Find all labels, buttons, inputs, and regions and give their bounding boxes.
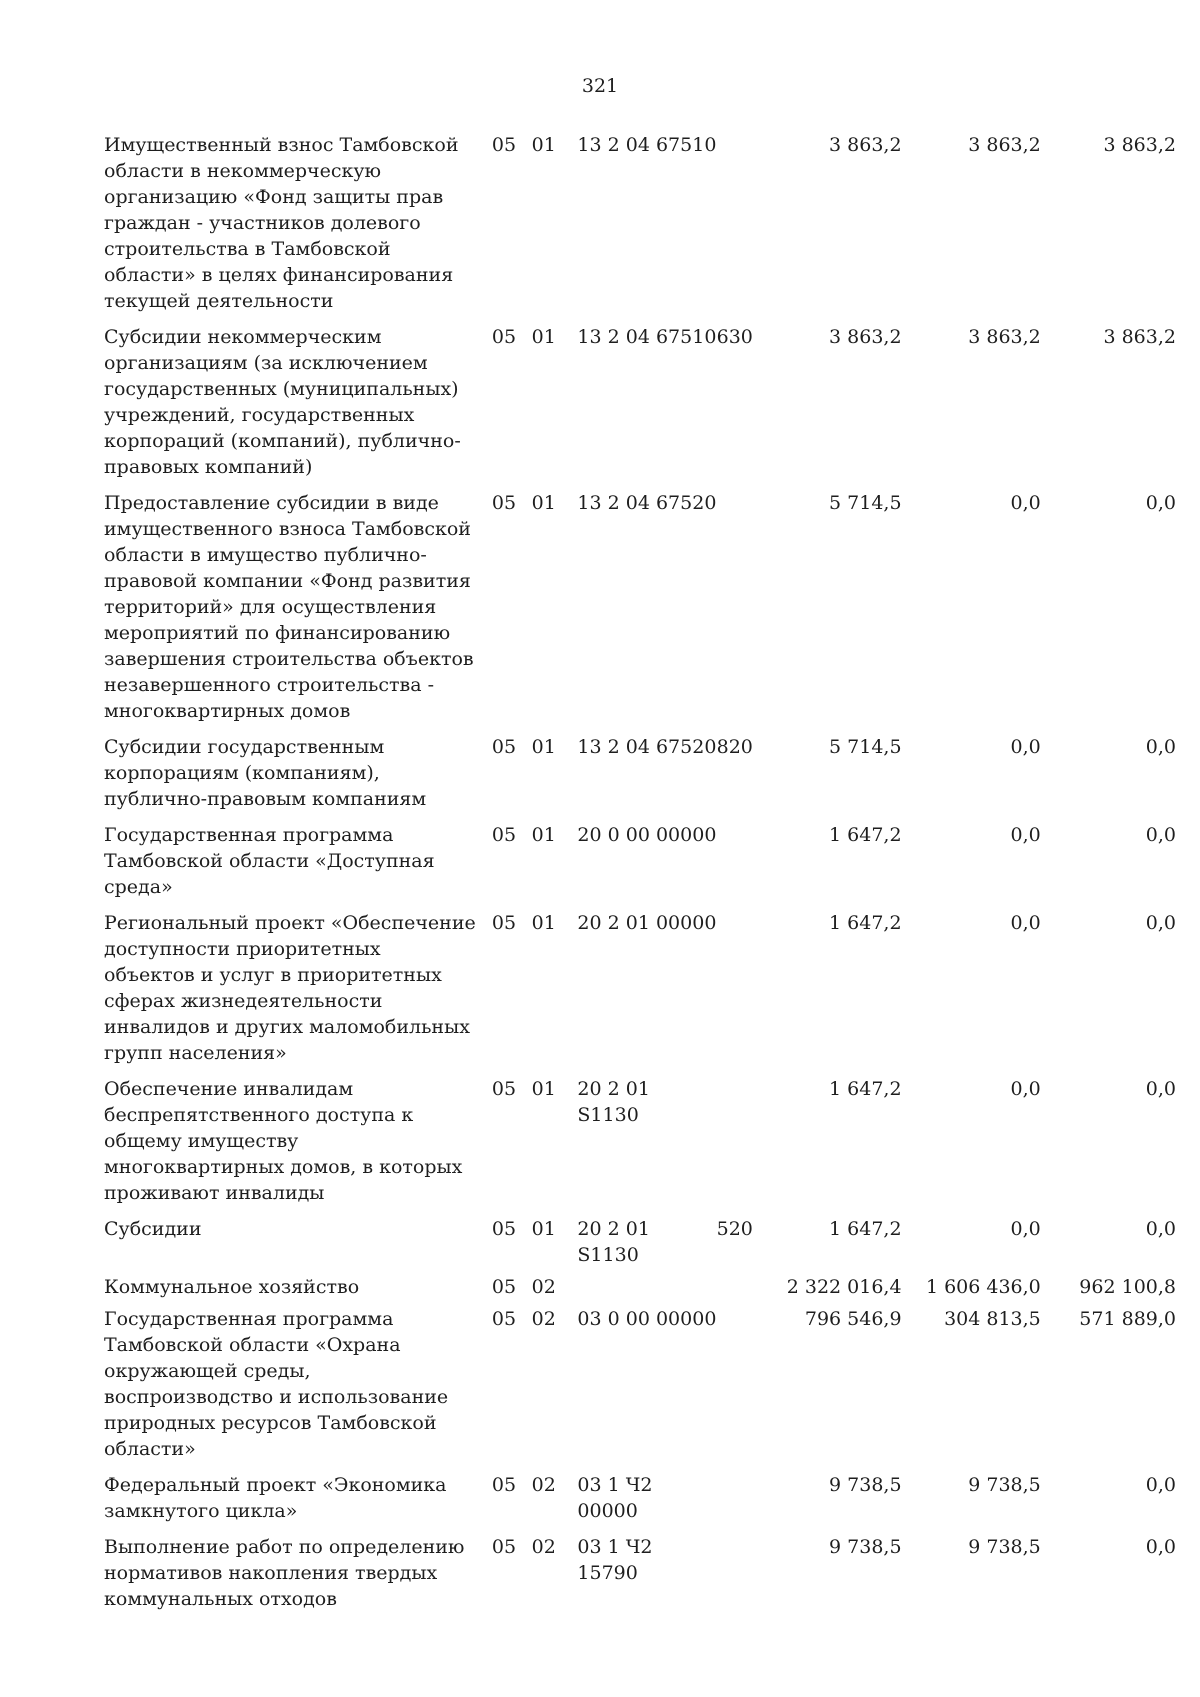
row-section-code: 05 xyxy=(491,1078,517,1100)
row-amount-year1: 9 738,5 xyxy=(829,1474,902,1496)
row-target-article-code: 03 0 00 00000 xyxy=(577,1308,717,1330)
row-subsection-code: 01 xyxy=(531,134,556,156)
row-amount-year2: 0,0 xyxy=(1010,824,1041,846)
row-amount-year1: 1 647,2 xyxy=(829,1218,902,1240)
row-section-code: 05 xyxy=(491,1474,517,1496)
row-target-article-code: 20 2 01 S1130 xyxy=(577,1078,650,1126)
row-section-code: 05 xyxy=(491,1536,517,1558)
row-subsection-code: 02 xyxy=(531,1536,556,1558)
row-amount-year2: 0,0 xyxy=(1010,912,1041,934)
row-subsection-code: 01 xyxy=(531,1078,556,1100)
row-amount-year3: 3 863,2 xyxy=(1103,326,1176,348)
row-amount-year1: 3 863,2 xyxy=(829,134,902,156)
row-subsection-code: 01 xyxy=(531,736,556,758)
table-row xyxy=(104,822,1176,900)
row-amount-year2: 1 606 436,0 xyxy=(925,1276,1041,1298)
row-amount-year1: 1 647,2 xyxy=(829,912,902,934)
row-target-article-code: 20 0 00 00000 xyxy=(577,824,717,846)
row-name: Предоставление субсидии в виде имущественного взноса Тамбовской области в имущество публично-правовой компании «Фонд развития территорий» для осуществления мероприятий по финансированию завершения строительства объектов незавершенного строительства - многоквартирных домов xyxy=(104,492,474,722)
row-section-code: 05 xyxy=(491,1308,517,1330)
table-row xyxy=(104,132,1176,314)
row-amount-year2: 3 863,2 xyxy=(968,134,1041,156)
row-amount-year1: 1 647,2 xyxy=(829,824,902,846)
table-row xyxy=(104,1306,1176,1462)
row-amount-year2: 0,0 xyxy=(1010,1078,1041,1100)
row-section-code: 05 xyxy=(491,1218,517,1240)
budget-table xyxy=(104,132,1176,1622)
row-name: Государственная программа Тамбовской области «Охрана окружающей среды, воспроизводство и использование природных ресурсов Тамбовской области» xyxy=(104,1308,449,1460)
row-amount-year2: 9 738,5 xyxy=(968,1536,1041,1558)
row-name: Региональный проект «Обеспечение доступности приоритетных объектов и услуг в приоритетных сферах жизнедеятельности инвалидов и других маломобильных групп населения» xyxy=(104,912,476,1064)
row-amount-year2: 304 813,5 xyxy=(944,1308,1041,1330)
row-name: Субсидии xyxy=(104,1218,202,1240)
row-amount-year2: 0,0 xyxy=(1010,736,1041,758)
row-target-article-code: 13 2 04 67520 xyxy=(577,492,717,514)
row-target-article-code: 03 1 Ч2 15790 xyxy=(577,1536,653,1584)
table-row xyxy=(104,1076,1176,1206)
row-amount-year1: 796 546,9 xyxy=(804,1308,902,1330)
row-subsection-code: 02 xyxy=(531,1276,556,1298)
row-subsection-code: 01 xyxy=(531,824,556,846)
row-amount-year1: 9 738,5 xyxy=(829,1536,902,1558)
row-section-code: 05 xyxy=(491,1276,517,1298)
row-subsection-code: 01 xyxy=(531,326,556,348)
row-amount-year2: 3 863,2 xyxy=(968,326,1041,348)
row-expense-type-code: 520 xyxy=(716,1218,753,1240)
row-name: Государственная программа Тамбовской области «Доступная среда» xyxy=(104,824,435,898)
row-subsection-code: 02 xyxy=(531,1474,556,1496)
row-section-code: 05 xyxy=(491,912,517,934)
row-name: Субсидии некоммерческим организациям (за исключением государственных (муниципальных) учреждений, государственных корпораций (компаний), публично-правовых компаний) xyxy=(104,326,461,478)
row-amount-year1: 2 322 016,4 xyxy=(786,1276,902,1298)
row-amount-year1: 5 714,5 xyxy=(829,492,902,514)
table-row xyxy=(104,324,1176,480)
row-target-article-code: 13 2 04 67520 xyxy=(577,736,717,758)
row-expense-type-code: 630 xyxy=(716,326,753,348)
table-row xyxy=(104,1472,1176,1524)
row-subsection-code: 01 xyxy=(531,912,556,934)
row-name: Имущественный взнос Тамбовской области в некоммерческую организацию «Фонд защиты прав граждан - участников долевого строительства в Тамбовской области» в целях финансирования текущей деятельности xyxy=(104,134,459,312)
table-row xyxy=(104,1274,1176,1300)
row-amount-year3: 0,0 xyxy=(1145,736,1176,758)
table-row xyxy=(104,1216,1176,1268)
row-amount-year2: 0,0 xyxy=(1010,492,1041,514)
row-amount-year3: 571 889,0 xyxy=(1079,1308,1176,1330)
row-amount-year2: 0,0 xyxy=(1010,1218,1041,1240)
row-target-article-code: 20 2 01 00000 xyxy=(577,912,717,934)
row-section-code: 05 xyxy=(491,824,517,846)
row-amount-year1: 1 647,2 xyxy=(829,1078,902,1100)
row-amount-year3: 3 863,2 xyxy=(1103,134,1176,156)
row-amount-year3: 0,0 xyxy=(1145,1218,1176,1240)
row-amount-year3: 0,0 xyxy=(1145,1536,1176,1558)
row-name: Коммунальное хозяйство xyxy=(104,1276,360,1298)
row-target-article-code: 13 2 04 67510 xyxy=(577,326,717,348)
row-section-code: 05 xyxy=(491,326,517,348)
row-section-code: 05 xyxy=(491,492,517,514)
row-amount-year2: 9 738,5 xyxy=(968,1474,1041,1496)
row-name: Обеспечение инвалидам беспрепятственного доступа к общему имуществу многоквартирных домов, в которых проживают инвалиды xyxy=(104,1078,463,1204)
row-amount-year3: 0,0 xyxy=(1145,492,1176,514)
row-subsection-code: 01 xyxy=(531,492,556,514)
row-amount-year1: 3 863,2 xyxy=(829,326,902,348)
row-name: Федеральный проект «Экономика замкнутого цикла» xyxy=(104,1474,447,1522)
row-name: Выполнение работ по определению нормативов накопления твердых коммунальных отходов xyxy=(104,1536,465,1610)
row-section-code: 05 xyxy=(491,736,517,758)
row-section-code: 05 xyxy=(491,134,517,156)
table-row xyxy=(104,910,1176,1066)
row-amount-year3: 0,0 xyxy=(1145,1474,1176,1496)
table-row xyxy=(104,1534,1176,1612)
row-amount-year3: 0,0 xyxy=(1145,1078,1176,1100)
row-subsection-code: 01 xyxy=(531,1218,556,1240)
row-expense-type-code: 820 xyxy=(716,736,753,758)
table-row xyxy=(104,734,1176,812)
table-row xyxy=(104,490,1176,724)
page-number: 321 xyxy=(581,75,619,97)
row-amount-year1: 5 714,5 xyxy=(829,736,902,758)
row-target-article-code: 13 2 04 67510 xyxy=(577,134,717,156)
row-target-article-code: 20 2 01 S1130 xyxy=(577,1218,650,1266)
row-amount-year3: 0,0 xyxy=(1145,912,1176,934)
row-amount-year3: 962 100,8 xyxy=(1079,1276,1176,1298)
row-target-article-code: 03 1 Ч2 00000 xyxy=(577,1474,653,1522)
row-name: Субсидии государственным корпорациям (компаниям), публично-правовым компаниям xyxy=(104,736,427,810)
row-amount-year3: 0,0 xyxy=(1145,824,1176,846)
row-subsection-code: 02 xyxy=(531,1308,556,1330)
